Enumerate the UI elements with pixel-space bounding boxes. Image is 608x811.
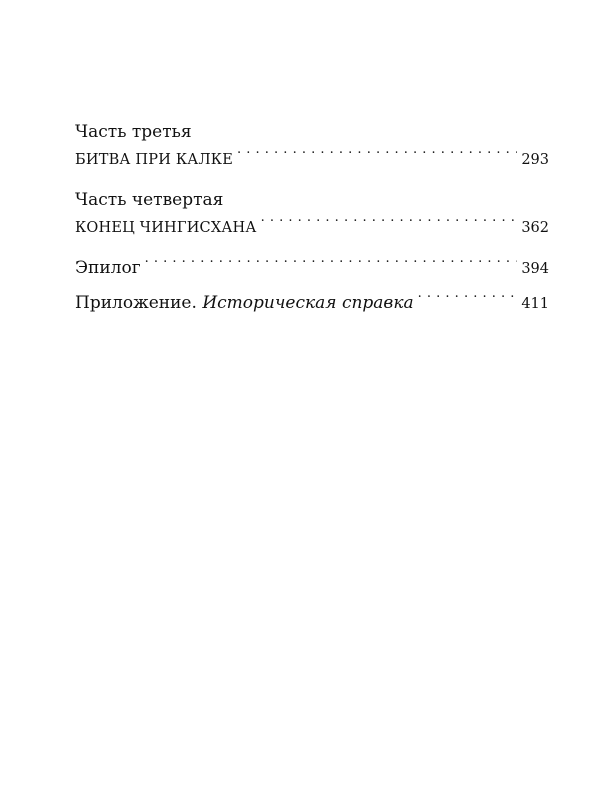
toc-appendix (75, 289, 549, 318)
page-number: 293 (521, 152, 549, 168)
toc-part-three (75, 118, 549, 174)
table-of-contents (75, 118, 549, 330)
entry-subtitle: Историческая справка (202, 293, 414, 313)
toc-epilogue (75, 254, 549, 283)
part-label: Часть третья (75, 122, 192, 142)
dot-leader (418, 291, 518, 308)
page-number: 394 (521, 261, 549, 277)
entry-title (75, 289, 414, 317)
toc-entry[interactable] (75, 214, 549, 242)
page-number: 362 (521, 220, 549, 236)
page-number: 411 (521, 296, 549, 312)
toc-entry[interactable] (75, 289, 549, 318)
dot-leader (145, 256, 518, 273)
dot-leader (261, 218, 518, 233)
entry-title: Эпилог (75, 258, 141, 278)
entry-title: КОНЕЦ ЧИНГИСХАНА (75, 220, 257, 236)
entry-title: БИТВА ПРИ КАЛКЕ (75, 152, 233, 168)
toc-entry[interactable] (75, 254, 549, 283)
toc-entry[interactable] (75, 146, 549, 174)
entry-title-main: Приложение. (75, 293, 197, 313)
part-label: Часть четвертая (75, 190, 224, 210)
toc-part-four (75, 186, 549, 242)
dot-leader (237, 150, 517, 165)
